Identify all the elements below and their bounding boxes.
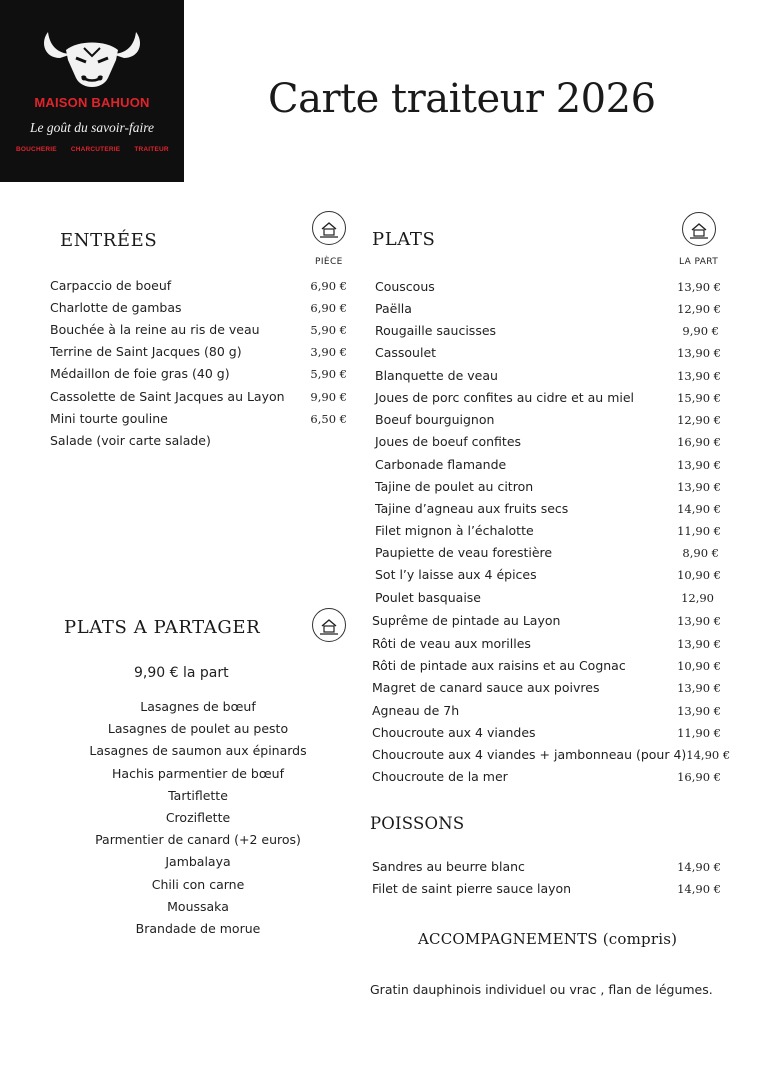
item-price: 13,90 € <box>677 637 721 651</box>
list-item: Lasagnes de saumon aux épinards <box>89 743 307 759</box>
list-item <box>50 278 347 300</box>
list-item <box>372 747 731 769</box>
item-name: Sot l’y laisse aux 4 épices <box>375 567 537 582</box>
item-name: Choucroute aux 4 viandes <box>372 725 536 740</box>
entrees-title: ENTRÉES <box>60 230 158 251</box>
plats-title: PLATS <box>372 229 436 250</box>
item-name: Bouchée à la reine au ris de veau <box>50 322 260 337</box>
accompagnements-title: ACCOMPAGNEMENTS (compris) <box>418 930 678 948</box>
item-name: Terrine de Saint Jacques (80 g) <box>50 344 242 359</box>
list-item: Lasagnes de poulet au pesto <box>107 721 289 737</box>
poissons-title: POISSONS <box>370 814 465 833</box>
item-name: Tajine de poulet au citron <box>375 479 534 494</box>
list-item <box>372 636 721 658</box>
item-name: Salade (voir carte salade) <box>50 433 211 448</box>
list-item: Chili con carne <box>151 876 245 892</box>
partager-title: PLATS A PARTAGER <box>64 617 261 638</box>
item-price: 13,90 € <box>677 280 721 294</box>
brand-tagline: Le goût du savoir-faire <box>29 120 155 135</box>
item-name: Tajine d’agneau aux fruits secs <box>375 501 569 516</box>
list-item <box>372 725 721 747</box>
item-price: 14,90 € <box>677 860 721 874</box>
item-name: Paupiette de veau forestière <box>375 545 553 560</box>
item-price: 10,90 € <box>677 568 721 582</box>
item-name: Rôti de pintade aux raisins et au Cognac <box>372 658 626 673</box>
list-item <box>50 322 347 344</box>
list-item <box>375 345 721 367</box>
partager-price: 9,90 € la part <box>134 665 229 681</box>
item-price: 5,90 € <box>310 323 347 337</box>
item-name: Suprême de pintade au Layon <box>372 613 561 628</box>
list-item <box>375 301 721 323</box>
plats-unit-label: LA PART <box>679 257 719 267</box>
item-price: 6,50 € <box>310 412 347 426</box>
list-item <box>372 703 721 725</box>
item-price: 9,90 € <box>682 324 719 338</box>
item-name: Paëlla <box>375 301 412 316</box>
list-item <box>372 859 721 881</box>
item-price: 15,90 € <box>677 391 721 405</box>
item-price: 10,90 € <box>677 659 721 673</box>
item-name: Couscous <box>375 279 435 294</box>
item-name: Poulet basquaise <box>375 590 481 605</box>
list-item <box>375 545 719 567</box>
house-plate-icon <box>311 607 347 643</box>
item-name: Joues de boeuf confites <box>375 434 522 449</box>
partager-list <box>48 696 348 940</box>
item-price: 13,90 € <box>677 458 721 472</box>
item-name: Filet de saint pierre sauce layon <box>372 881 572 896</box>
item-price: 5,90 € <box>310 367 347 381</box>
item-price: 14,90 € <box>677 882 721 896</box>
item-price: 12,90 € <box>677 413 721 427</box>
list-item <box>375 323 719 345</box>
list-item: Lasagnes de bœuf <box>140 699 256 714</box>
list-item <box>375 390 721 412</box>
item-price: 12,90 € <box>677 302 721 316</box>
list-item <box>50 300 347 322</box>
house-plate-icon <box>311 210 347 246</box>
list-item <box>50 366 347 388</box>
list-item <box>50 433 347 455</box>
item-name: Sandres au beurre blanc <box>372 859 525 874</box>
item-price: 16,90 € <box>677 770 721 784</box>
item-name: Boeuf bourguignon <box>375 412 495 427</box>
item-name: Rôti de veau aux morilles <box>372 636 531 651</box>
list-item <box>372 769 721 791</box>
brand-trades <box>16 146 169 153</box>
item-name: Carbonade flamande <box>375 457 507 472</box>
item-name: Agneau de 7h <box>372 703 460 718</box>
brand-name: MAISON BAHUON <box>34 95 150 110</box>
trade-traiteur: TRAITEUR <box>134 146 169 153</box>
item-name: Choucroute de la mer <box>372 769 508 784</box>
item-name: Charlotte de gambas <box>50 300 182 315</box>
list-item <box>50 389 347 411</box>
list-item <box>372 680 721 702</box>
trade-boucherie: BOUCHERIE <box>16 146 57 153</box>
item-name: Mini tourte gouline <box>50 411 168 426</box>
item-price: 3,90 € <box>310 345 347 359</box>
item-price: 14,90 € <box>686 748 731 762</box>
list-item <box>375 457 721 479</box>
list-item <box>375 412 721 434</box>
item-price: 9,90 € <box>310 390 347 404</box>
accompagnements-text: Gratin dauphinois individuel ou vrac , flan de légumes. <box>370 982 713 997</box>
list-item <box>372 613 721 635</box>
list-item: Hachis parmentier de bœuf <box>112 765 284 781</box>
list-item: Tartiflette <box>168 787 228 803</box>
item-price: 13,90 € <box>677 369 721 383</box>
item-price: 13,90 € <box>677 480 721 494</box>
item-name: Cassolette de Saint Jacques au Layon <box>50 389 285 404</box>
list-item: Parmentier de canard (+2 euros) <box>95 832 301 848</box>
item-price: 11,90 € <box>677 726 721 740</box>
trade-charcuterie: CHARCUTERIE <box>70 146 121 153</box>
item-price: 6,90 € <box>310 301 347 315</box>
item-price: 6,90 € <box>310 279 347 293</box>
item-name: Médaillon de foie gras (40 g) <box>50 366 230 381</box>
list-item <box>375 279 721 301</box>
item-price: 13,90 € <box>677 346 721 360</box>
item-name: Choucroute aux 4 viandes + jambonneau (pour 4) <box>372 747 687 762</box>
item-price: 11,90 € <box>677 524 721 538</box>
item-price: 12,90 <box>681 591 714 605</box>
list-item <box>375 590 714 612</box>
list-item <box>372 881 721 903</box>
item-price: 16,90 € <box>677 435 721 449</box>
list-item <box>50 344 347 366</box>
item-name: Blanquette de veau <box>375 368 498 383</box>
list-item <box>50 411 347 433</box>
item-price: 13,90 € <box>677 704 721 718</box>
list-item: Jambalaya <box>165 854 231 870</box>
list-item <box>375 479 721 501</box>
list-item: Moussaka <box>167 898 229 914</box>
item-name: Magret de canard sauce aux poivres <box>372 680 600 695</box>
item-name: Filet mignon à l’échalotte <box>375 523 534 538</box>
logo <box>0 0 184 182</box>
list-item <box>375 501 721 523</box>
item-name: Rougaille saucisses <box>375 323 497 338</box>
item-name: Joues de porc confites au cidre et au miel <box>375 390 635 405</box>
item-price: 8,90 € <box>682 546 719 560</box>
list-item: Croziflette <box>165 809 231 825</box>
list-item <box>375 523 721 545</box>
house-plate-icon <box>681 211 717 247</box>
list-item <box>372 658 721 680</box>
page-title: Carte traiteur 2026 <box>268 76 656 122</box>
list-item <box>375 434 721 456</box>
list-item <box>375 368 721 390</box>
bull-head-icon <box>38 28 146 96</box>
item-name: Cassoulet <box>375 345 437 360</box>
list-item <box>375 567 721 589</box>
item-price: 13,90 € <box>677 614 721 628</box>
entrees-unit-label: PIÈCE <box>315 257 343 267</box>
item-name: Carpaccio de boeuf <box>50 278 172 293</box>
item-price: 13,90 € <box>677 681 721 695</box>
item-price: 14,90 € <box>677 502 721 516</box>
list-item: Brandade de morue <box>135 920 261 936</box>
